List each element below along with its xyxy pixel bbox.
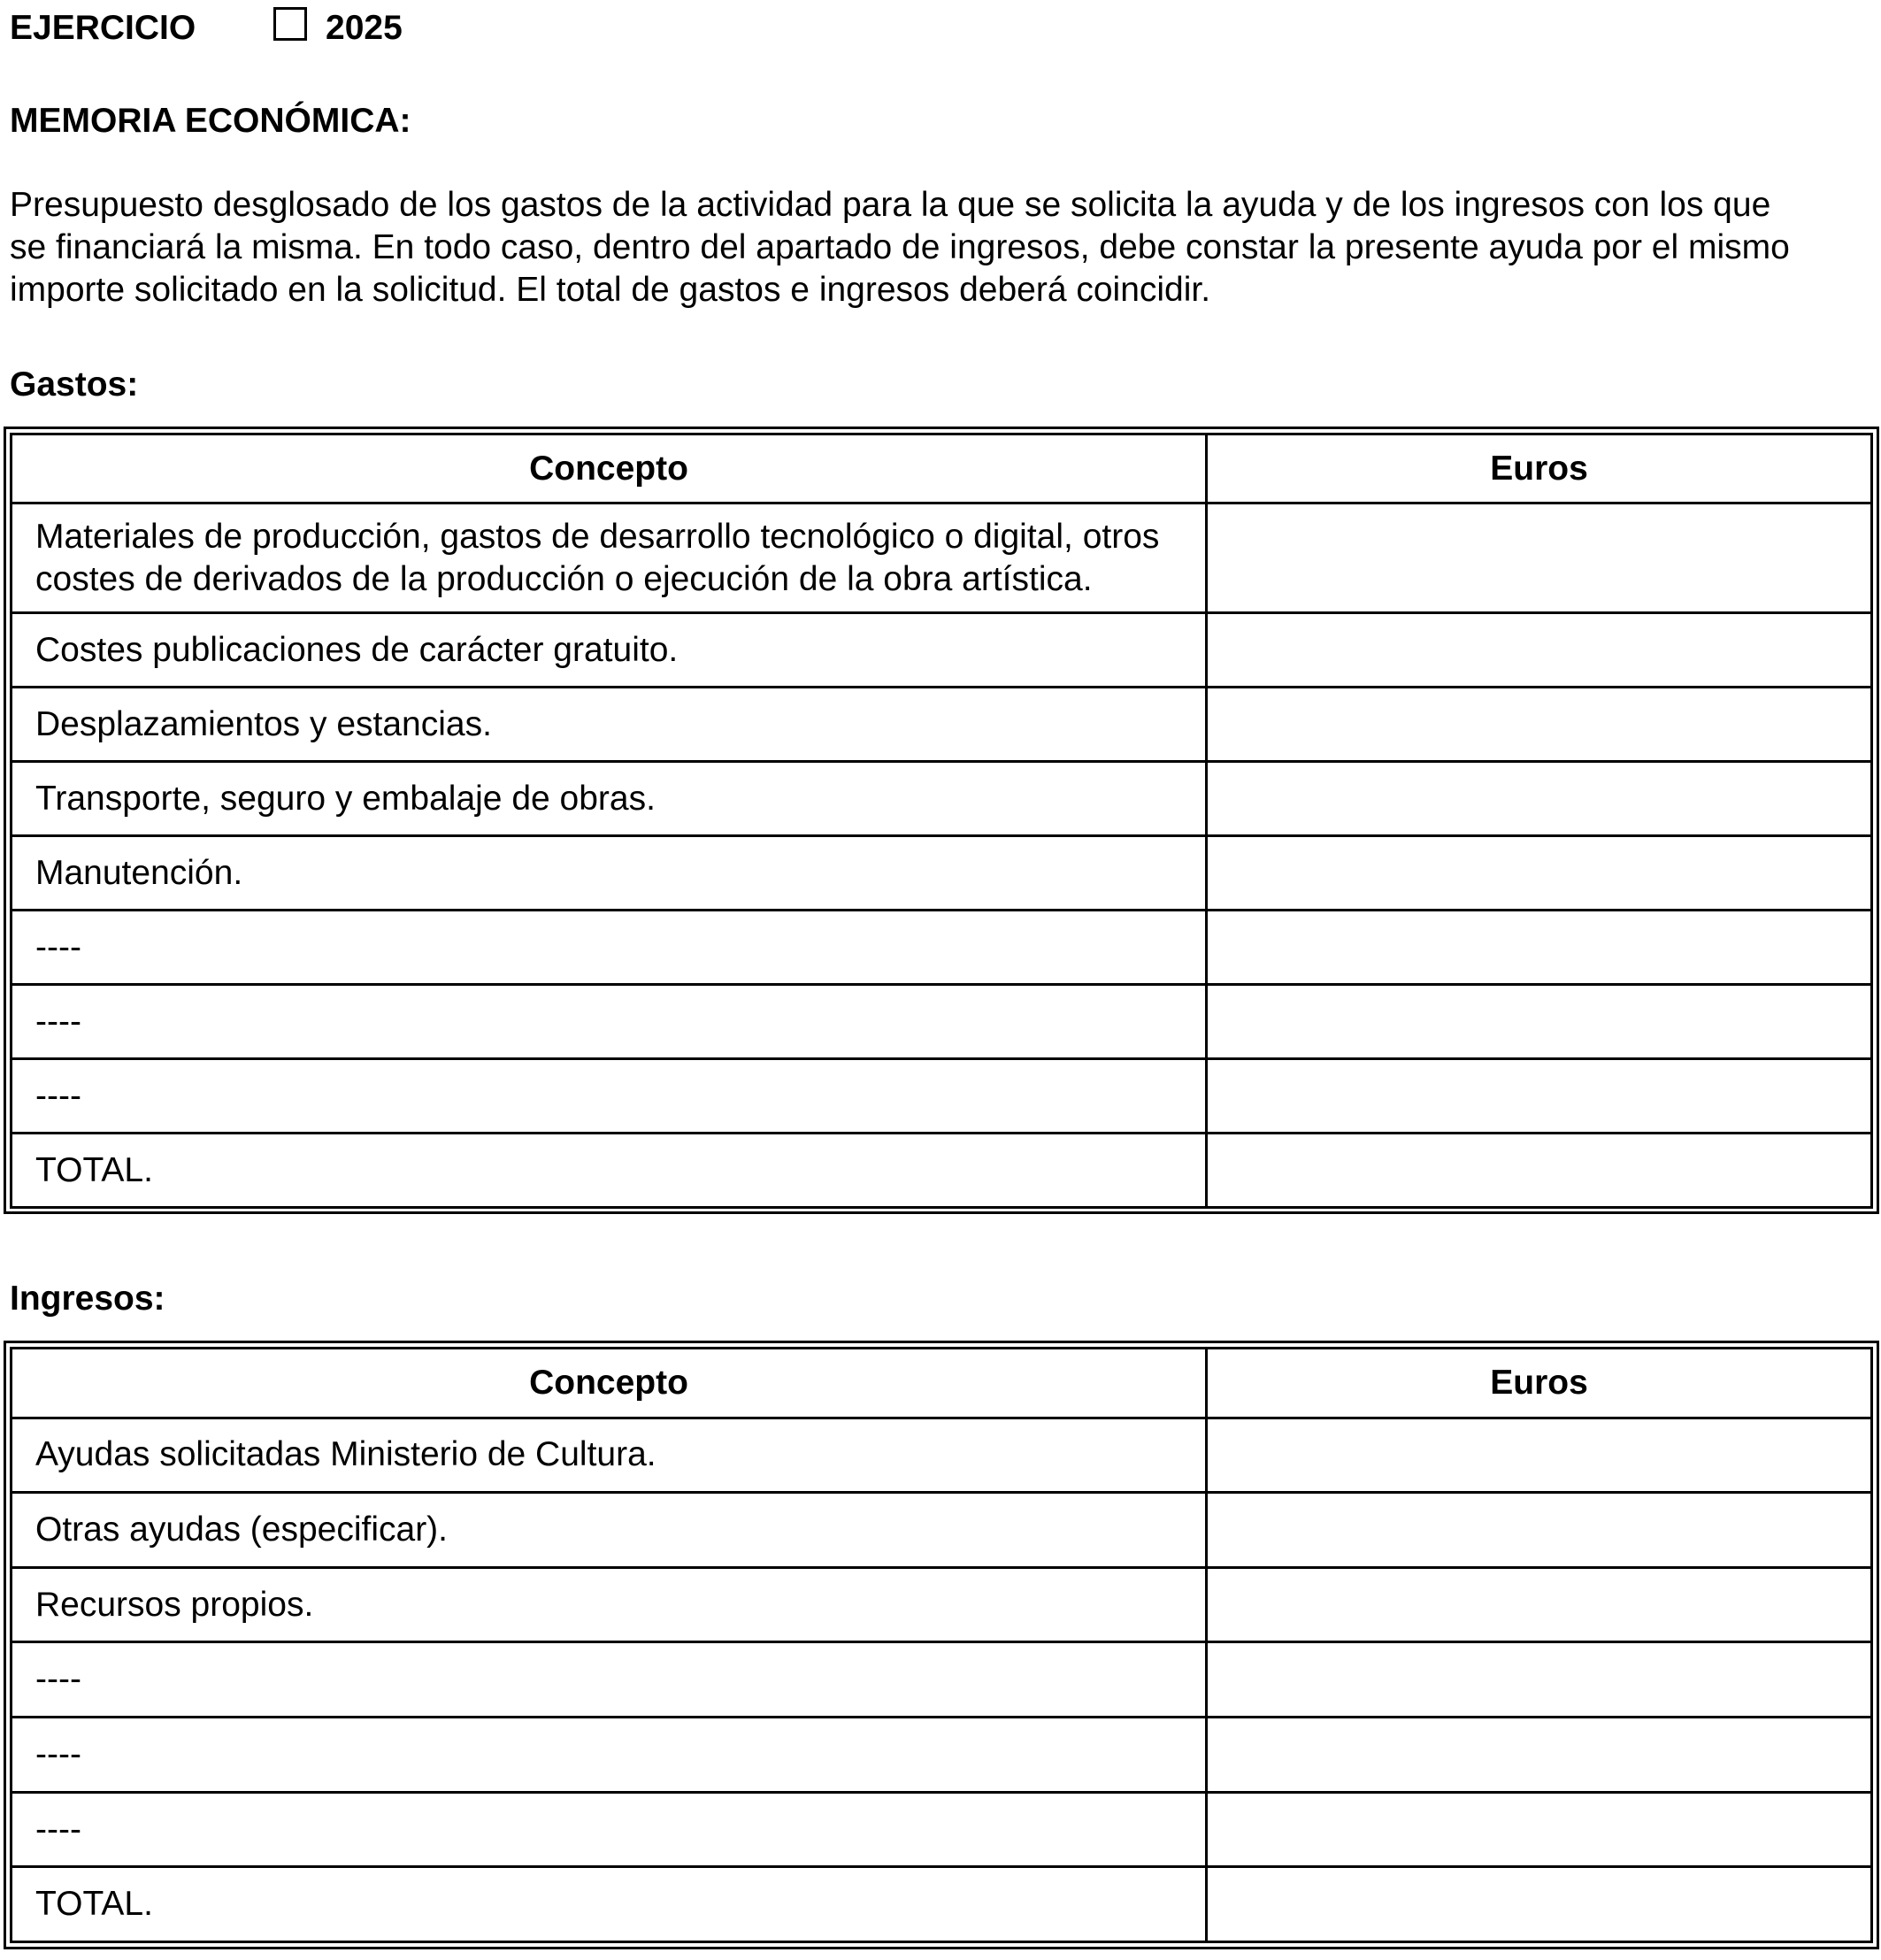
ingresos-heading: Ingresos: — [10, 1280, 165, 1318]
concepto-cell — [12, 503, 1207, 613]
concepto-cell: ---- — [12, 1059, 1207, 1134]
ejercicio-year: 2025 — [326, 9, 403, 47]
ingresos-table — [10, 1347, 1873, 1943]
concepto-line: costes de derivados de la producción o ejecución de la obra artística. — [35, 559, 1093, 598]
concepto-cell: ---- — [12, 911, 1207, 985]
concepto-cell: ---- — [12, 1792, 1207, 1867]
concepto-line: Materiales de producción, gastos de desarrollo tecnológico o digital, otros — [35, 517, 1160, 556]
ingresos-table-frame — [4, 1341, 1879, 1949]
concepto-cell: ---- — [12, 985, 1207, 1059]
intro-paragraph — [10, 184, 1877, 311]
table-row — [12, 503, 1872, 613]
concepto-cell: ---- — [12, 1642, 1207, 1718]
concepto-cell: Recursos propios. — [12, 1567, 1207, 1642]
table-row — [12, 985, 1872, 1059]
intro-line: importe solicitado en la solicitud. El total de gastos e ingresos deberá coincidir. — [10, 271, 1211, 309]
ejercicio-checkbox[interactable] — [273, 7, 307, 41]
table-row — [12, 1493, 1872, 1568]
table-row — [12, 911, 1872, 985]
intro-line: se financiará la misma. En todo caso, dentro del apartado de ingresos, debe constar la presente ayuda por el mismo — [10, 228, 1790, 266]
euros-cell[interactable] — [1207, 503, 1872, 613]
concepto-cell: TOTAL. — [12, 1134, 1207, 1208]
euros-total-cell[interactable] — [1207, 1867, 1872, 1942]
gastos-table-frame — [4, 427, 1879, 1214]
concepto-cell: ---- — [12, 1718, 1207, 1793]
ejercicio-label: EJERCICIO — [10, 9, 196, 47]
total-row — [12, 1867, 1872, 1942]
concepto-cell: Otras ayudas (especificar). — [12, 1493, 1207, 1568]
euros-cell[interactable] — [1207, 1493, 1872, 1568]
table-row — [12, 1059, 1872, 1134]
euros-header: Euros — [1207, 434, 1872, 503]
euros-cell[interactable] — [1207, 1059, 1872, 1134]
euros-cell[interactable] — [1207, 762, 1872, 836]
euros-cell[interactable] — [1207, 985, 1872, 1059]
memoria-heading: MEMORIA ECONÓMICA: — [10, 102, 411, 140]
table-row — [12, 613, 1872, 688]
euros-cell[interactable] — [1207, 1642, 1872, 1718]
concepto-cell: TOTAL. — [12, 1867, 1207, 1942]
table-row — [12, 762, 1872, 836]
table-row — [12, 1718, 1872, 1793]
concepto-cell: Costes publicaciones de carácter gratuito. — [12, 613, 1207, 688]
table-row — [12, 836, 1872, 911]
table-header-row — [12, 434, 1872, 503]
euros-cell[interactable] — [1207, 688, 1872, 762]
gastos-table — [10, 433, 1873, 1209]
concepto-cell: Desplazamientos y estancias. — [12, 688, 1207, 762]
table-row — [12, 1567, 1872, 1642]
table-header-row — [12, 1349, 1872, 1418]
table-row — [12, 1642, 1872, 1718]
table-row — [12, 1418, 1872, 1493]
concepto-header: Concepto — [12, 434, 1207, 503]
concepto-cell: Manutención. — [12, 836, 1207, 911]
concepto-cell: Ayudas solicitadas Ministerio de Cultura. — [12, 1418, 1207, 1493]
euros-cell[interactable] — [1207, 1792, 1872, 1867]
euros-cell[interactable] — [1207, 1418, 1872, 1493]
total-row — [12, 1134, 1872, 1208]
concepto-header: Concepto — [12, 1349, 1207, 1418]
euros-cell[interactable] — [1207, 1718, 1872, 1793]
concepto-cell: Transporte, seguro y embalaje de obras. — [12, 762, 1207, 836]
euros-cell[interactable] — [1207, 1567, 1872, 1642]
euros-total-cell[interactable] — [1207, 1134, 1872, 1208]
gastos-heading: Gastos: — [10, 365, 139, 404]
euros-cell[interactable] — [1207, 613, 1872, 688]
euros-cell[interactable] — [1207, 836, 1872, 911]
euros-header: Euros — [1207, 1349, 1872, 1418]
table-row — [12, 688, 1872, 762]
intro-line: Presupuesto desglosado de los gastos de la actividad para la que se solicita la ayuda y de los ingresos con los que — [10, 186, 1771, 224]
euros-cell[interactable] — [1207, 911, 1872, 985]
table-row — [12, 1792, 1872, 1867]
